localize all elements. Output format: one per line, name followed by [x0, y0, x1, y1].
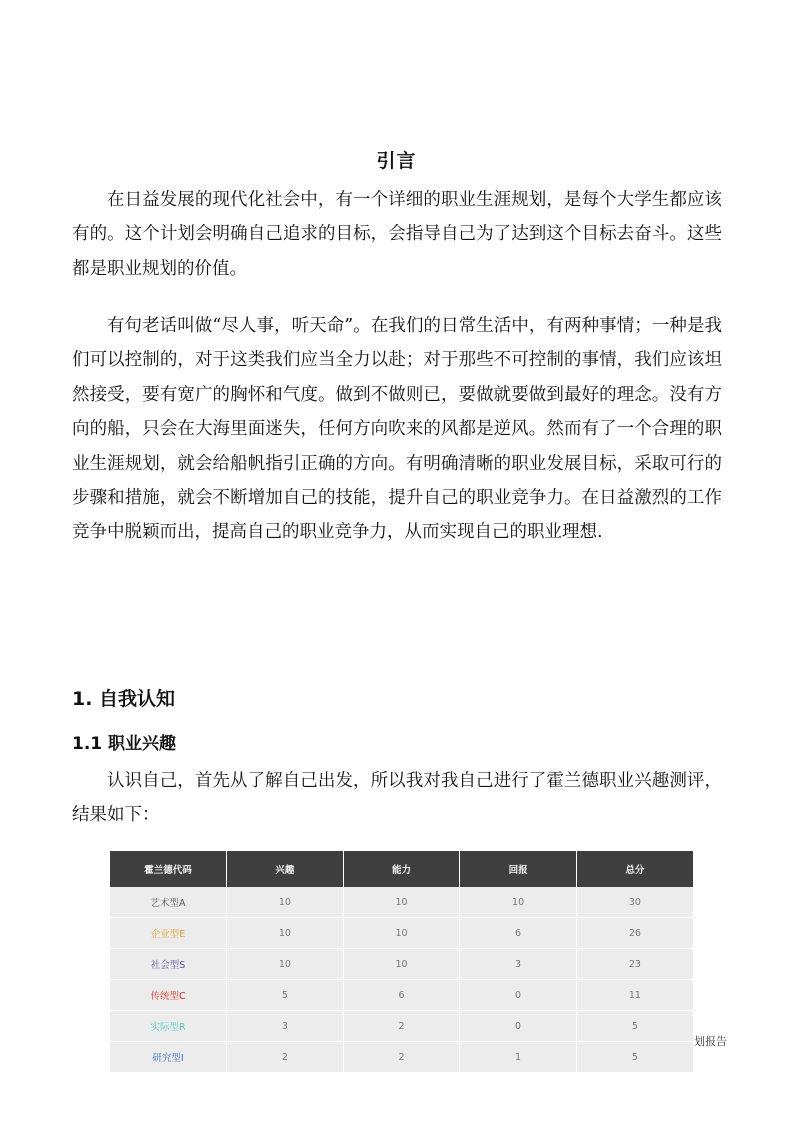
- table-row: [110, 1042, 693, 1073]
- ability-cell: 2: [343, 1042, 460, 1073]
- header-total: 总分: [576, 851, 693, 887]
- section-paragraph: 认识自己，首先从了解自己出发，所以我对我自己进行了霍兰德职业兴趣测评，结果如下：: [72, 771, 722, 826]
- header-ability: 能力: [343, 851, 460, 887]
- interest-cell: 3: [227, 1011, 344, 1042]
- section-heading: 1. 自我认知: [72, 688, 176, 710]
- reward-cell: 10: [460, 887, 577, 918]
- total-cell: 5: [576, 1042, 693, 1073]
- footer-fragment: 划报告: [694, 1035, 727, 1048]
- table-header-row: [110, 851, 693, 887]
- interest-cell: 10: [227, 918, 344, 949]
- total-cell: 5: [576, 1011, 693, 1042]
- reward-cell: 6: [460, 918, 577, 949]
- type-cell: 企业型E: [110, 918, 227, 949]
- sub-section-heading: 1.1 职业兴趣: [72, 734, 177, 754]
- total-cell: 11: [576, 980, 693, 1011]
- table-row: [110, 980, 693, 1011]
- type-cell: 实际型R: [110, 1011, 227, 1042]
- ability-cell: 10: [343, 949, 460, 980]
- type-cell: 社会型S: [110, 949, 227, 980]
- table-row: [110, 949, 693, 980]
- type-cell: 传统型C: [110, 980, 227, 1011]
- intro-paragraph-1: 在日益发展的现代化社会中，有一个详细的职业生涯规划，是每个大学生都应该有的。这个计划会明确自己追求的目标，会指导自己为了达到这个目标去奋斗。这些都是职业规划的价值。: [72, 190, 722, 279]
- reward-cell: 1: [460, 1042, 577, 1073]
- interest-cell: 2: [227, 1042, 344, 1073]
- interest-cell: 10: [227, 949, 344, 980]
- table-row: [110, 918, 693, 949]
- table-row: [110, 887, 693, 918]
- reward-cell: 0: [460, 1011, 577, 1042]
- header-reward: 回报: [460, 851, 577, 887]
- reward-cell: 0: [460, 980, 577, 1011]
- type-cell: 研究型I: [110, 1042, 227, 1073]
- total-cell: 30: [576, 887, 693, 918]
- intro-title: 引言: [376, 150, 417, 172]
- header-interest: 兴趣: [227, 851, 344, 887]
- interest-cell: 5: [227, 980, 344, 1011]
- table-row: [110, 1011, 693, 1042]
- reward-cell: 3: [460, 949, 577, 980]
- intro-paragraph-2: 有句老话叫做“尽人事，听天命”。在我们的日常生活中，有两种事情；一种是我们可以控制的，对于这类我们应当全力以赴；对于那些不可控制的事情，我们应该坦然接受，要有宽广的胸怀和气度。做到不做则已，要做就要做到最好的理念。没有方向的船，只会在大海里面迷失，任何方向吹来的风都是逆风。然而有了一个合理的职业生涯规划，就会给船帆指引正确的方向。有明确清晰的职业发展目标，采取可行的步骤和措施，就会不断增加自己的技能，提升自己的职业竞争力。在日益激烈的工作竞争中脱颖而出，提高自己的职业竞争力，从而实现自己的职业理想.: [72, 316, 722, 543]
- total-cell: 26: [576, 918, 693, 949]
- ability-cell: 6: [343, 980, 460, 1011]
- type-cell: 艺术型A: [110, 887, 227, 918]
- ability-cell: 10: [343, 887, 460, 918]
- ability-cell: 2: [343, 1011, 460, 1042]
- ability-cell: 10: [343, 918, 460, 949]
- total-cell: 23: [576, 949, 693, 980]
- interest-cell: 10: [227, 887, 344, 918]
- holland-code-table: [110, 851, 693, 1073]
- header-code: 霍兰德代码: [110, 851, 227, 887]
